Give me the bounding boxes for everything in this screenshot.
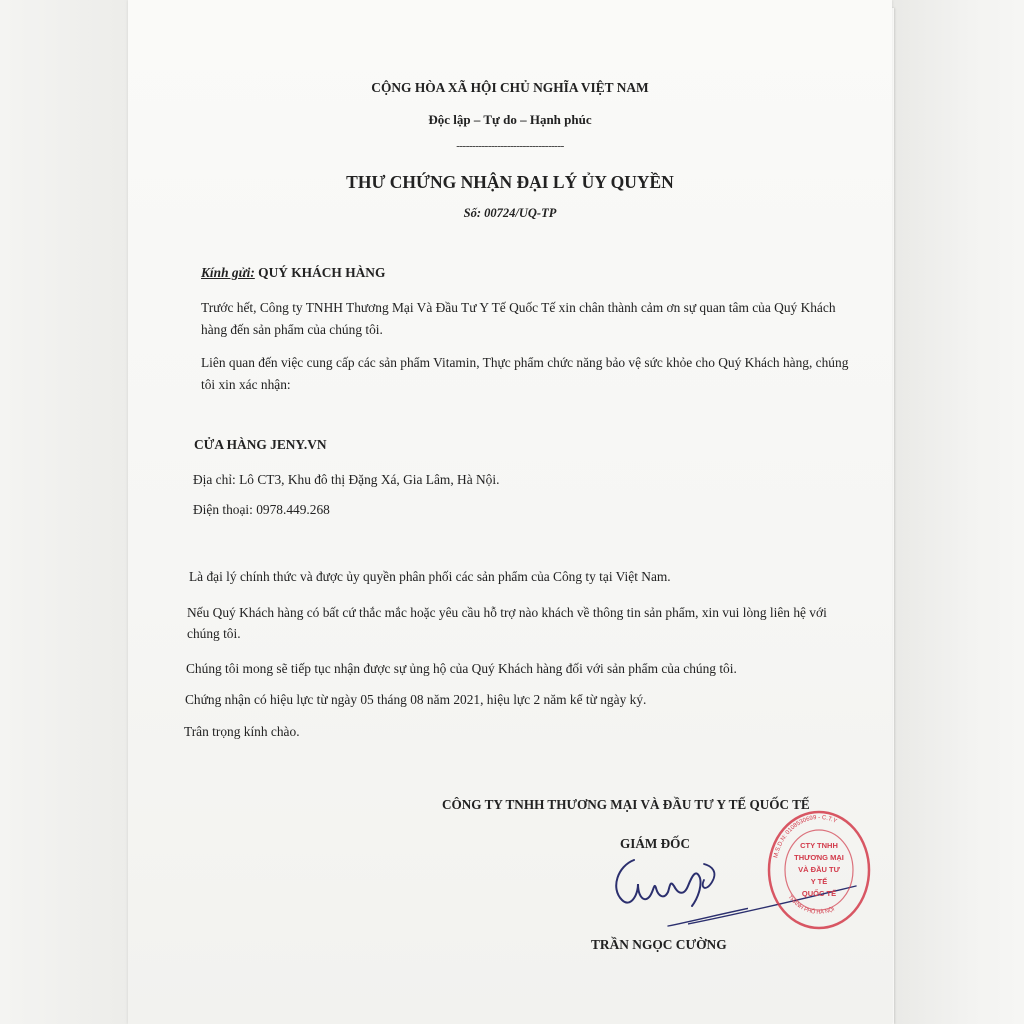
store-name: CỬA HÀNG JENY.VN xyxy=(194,437,327,452)
svg-text:THÀNH PHỐ HÀ NỘI: THÀNH PHỐ HÀ NỘI xyxy=(786,894,836,916)
salutation-recipient: QUÝ KHÁCH HÀNG xyxy=(258,265,386,280)
intro-line-4: tôi xin xác nhận: xyxy=(201,377,291,392)
statement-support: Chúng tôi mong sẽ tiếp tục nhận được sự ủng hộ của Quý Khách hàng đối với sản phẩm của chúng tôi. xyxy=(186,661,737,676)
svg-text:M.S.D.N: 0108530699 - C.T.Y: M.S.D.N: 0108530699 - C.T.Y xyxy=(773,814,838,859)
document-page xyxy=(128,0,892,1024)
background-left xyxy=(0,0,135,1024)
svg-text:VÀ ĐẦU TƯ: VÀ ĐẦU TƯ xyxy=(798,865,840,874)
statement-contact-line-2: chúng tôi. xyxy=(187,626,241,641)
salutation xyxy=(201,265,385,281)
document-number: Số: 00724/UQ-TP xyxy=(463,206,557,220)
svg-text:THƯƠNG MẠI: THƯƠNG MẠI xyxy=(794,853,844,862)
background-right xyxy=(890,0,1024,1024)
statement-official-agent: Là đại lý chính thức và được ủy quyền phân phối các sản phẩm của Công ty tại Việt Nam. xyxy=(189,569,671,584)
signer-name: TRẦN NGỌC CƯỜNG xyxy=(591,937,727,952)
svg-text:CTY TNHH: CTY TNHH xyxy=(800,841,838,850)
svg-text:Y TẾ: Y TẾ xyxy=(810,877,828,886)
nation-header: CỘNG HÒA XÃ HỘI CHỦ NGHĨA VIỆT NAM xyxy=(371,80,649,95)
header-divider: ---------------------------------- xyxy=(456,140,564,152)
signature-company: CÔNG TY TNHH THƯƠNG MẠI VÀ ĐẦU TƯ Y TẾ QUỐC TẾ xyxy=(442,797,810,812)
statement-validity: Chứng nhận có hiệu lực từ ngày 05 tháng 08 năm 2021, hiệu lực 2 năm kể từ ngày ký. xyxy=(185,692,647,707)
svg-text:QUỐC TẾ: QUỐC TẾ xyxy=(801,889,837,898)
statement-closing: Trân trọng kính chào. xyxy=(184,724,300,739)
store-address: Địa chỉ: Lô CT3, Khu đô thị Đặng Xá, Gia Lâm, Hà Nội. xyxy=(193,472,500,487)
store-phone: Điện thoại: 0978.449.268 xyxy=(193,502,330,517)
intro-line-2: hàng đến sản phẩm của chúng tôi. xyxy=(201,322,383,337)
salutation-prefix: Kính gửi: xyxy=(201,265,255,280)
signature-position: GIÁM ĐỐC xyxy=(620,836,690,851)
intro-line-3: Liên quan đến việc cung cấp các sản phẩm Vitamin, Thực phẩm chức năng bảo vệ sức khỏe cho Quý Khách hàng, chúng xyxy=(201,355,849,370)
company-seal xyxy=(766,808,872,932)
intro-line-1: Trước hết, Công ty TNHH Thương Mại Và Đầu Tư Y Tế Quốc Tế xin chân thành cảm ơn sự quan tâm của Quý Khách xyxy=(201,300,836,315)
national-motto: Độc lập – Tự do – Hạnh phúc xyxy=(428,112,592,127)
document-title: THƯ CHỨNG NHẬN ĐẠI LÝ ỦY QUYỀN xyxy=(346,172,674,192)
statement-contact-line-1: Nếu Quý Khách hàng có bất cứ thắc mắc hoặc yêu cầu hỗ trợ nào khách về thông tin sản phẩm, xin vui lòng liên hệ với xyxy=(187,605,827,620)
